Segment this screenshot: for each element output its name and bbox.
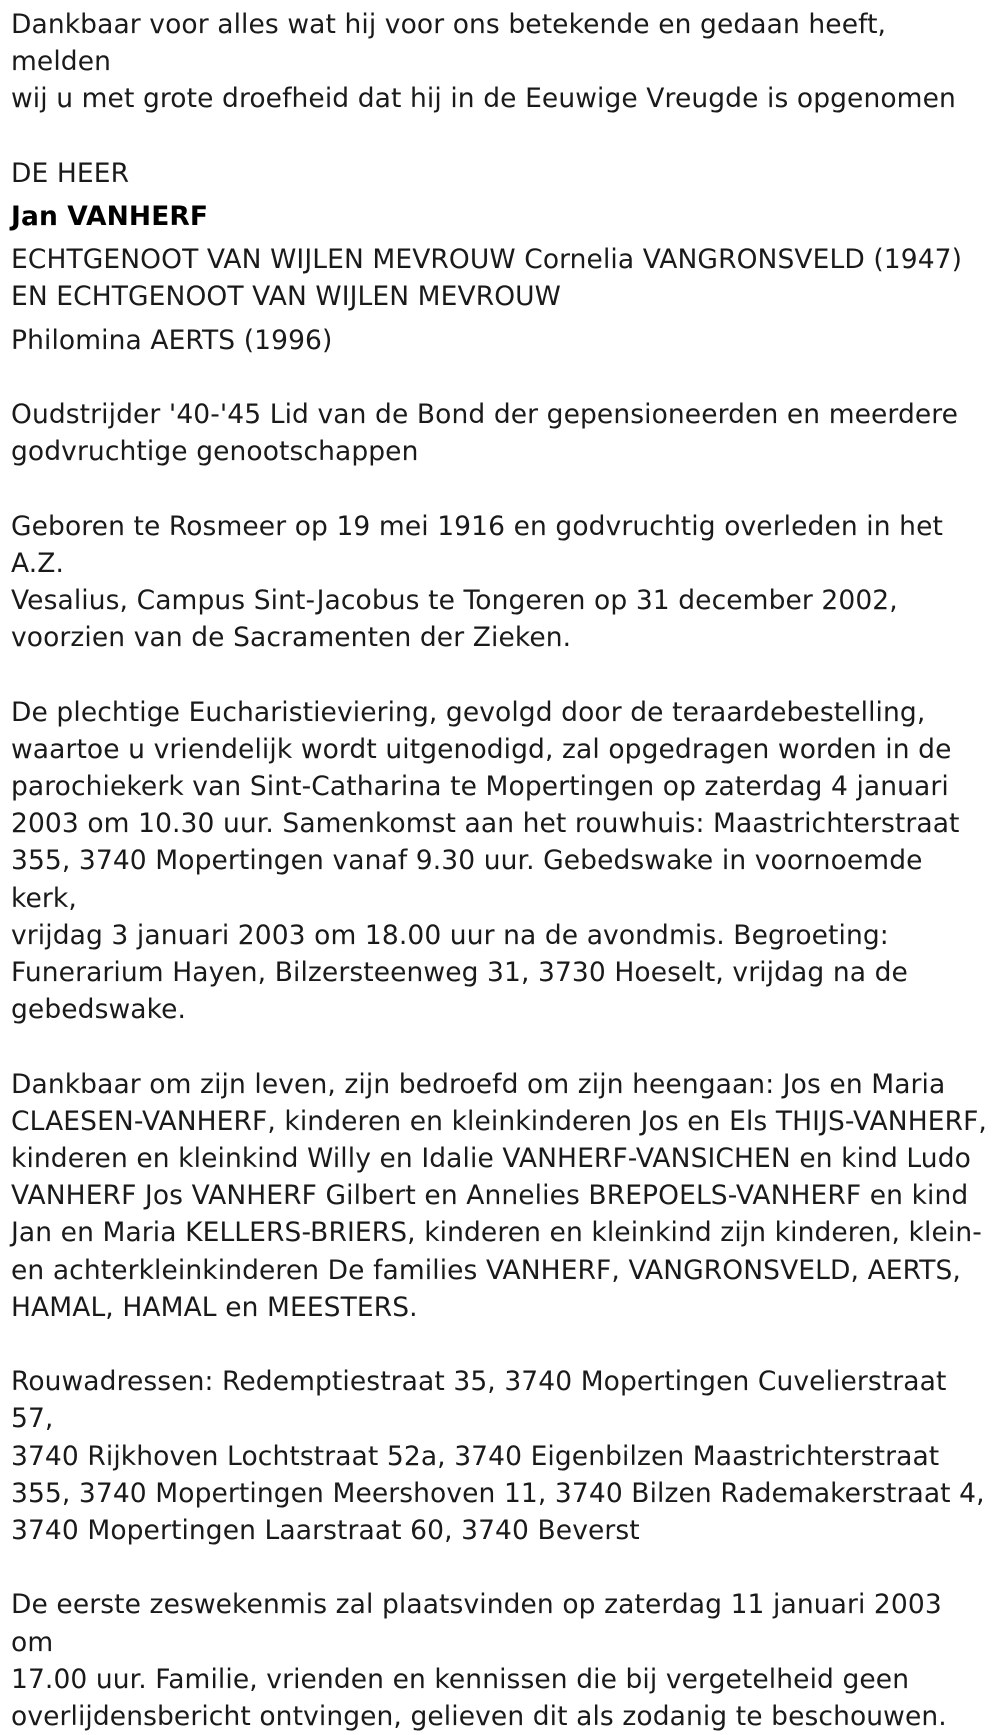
ceremony-paragraph: De plechtige Eucharistieviering, gevolgd door de teraardebestelling, waartoe u vriendelijk wordt uitgenodigd, zal opgedragen worden in de parochiekerk van Sint-Catharina te Mopertingen op zaterdag 4 januari 2003 om 10.30 uur. Samenkomst aan het rouwhuis: Maastrichterstraat 355, 3740 Mopertingen vanaf 9.30 uur. Gebedswake in voornoemde kerk, vrijdag 3 januari 2003 om 18.00 uur na de avondmis. Begroeting: Funerarium Hayen, Bilzersteenweg 31, 3730 Hoeselt, vrijdag na de gebedswake. [11, 696, 960, 1026]
addresses-paragraph: Rouwadressen: Redemptiestraat 35, 3740 Mopertingen Cuvelierstraat 57, 3740 Rijkhoven Lochtstraat 52a, 3740 Eigenbilzen Maastrichterstraat 355, 3740 Mopertingen Meershoven 11, 3740 Bilzen Rademakerstraat 4, 3740 Mopertingen Laarstraat 60, 3740 Beverst [11, 1366, 985, 1547]
spacer [11, 656, 991, 693]
spacer [11, 1028, 991, 1065]
spacer [11, 1549, 991, 1586]
family-paragraph: Dankbaar om zijn leven, zijn bedroefd om zijn heengaan: Jos en Maria CLAESEN-VANHERF, kinderen en kleinkinderen Jos en Els THIJS-VANHERF, kinderen en kleinkind Willy en Idalie VANHERF-VANSICHEN en kind Ludo VANHERF Jos VANHERF Gilbert en Annelies BREPOELS-VANHERF en kind Jan en Maria KELLERS-BRIERS, kinderen en kleinkind zijn kinderen, klein- en achterkleinkinderen De families VANHERF, VANGRONSVELD, AERTS, HAMAL, HAMAL en MEESTERS. [11, 1068, 987, 1323]
spacer [11, 359, 991, 396]
obituary-document [11, 6, 991, 1735]
memberships-paragraph: Oudstrijder '40-'45 Lid van de Bond der gepensioneerden en meerdere godvruchtige genootschappen [11, 399, 959, 468]
title-prefix: DE HEER [11, 157, 130, 189]
birth-death-paragraph: Geboren te Rosmeer op 19 mei 1916 en godvruchtig overleden in het A.Z. Vesalius, Campus Sint-Jacobus te Tongeren op 31 december 2002, voorzien van de Sacramenten der Zieken. [11, 510, 943, 654]
deceased-name: Jan VANHERF [11, 201, 209, 232]
closing-paragraph: De eerste zeswekenmis zal plaatsvinden op zaterdag 11 januari 2003 om 17.00 uur. Familie, vrienden en kennissen die bij vergetelheid geen overlijdensbericht ontvingen, gelieven dit als zodanig te beschouwen. [11, 1589, 947, 1733]
spacer [11, 1326, 991, 1363]
intro-paragraph: Dankbaar voor alles wat hij voor ons betekende en gedaan heeft, melden wij u met grote droefheid dat hij in de Eeuwige Vreugde is opgenomen [11, 9, 956, 115]
spacer [11, 118, 991, 155]
spouses-text: ECHTGENOOT VAN WIJLEN MEVROUW Cornelia VANGRONSVELD (1947) EN ECHTGENOOT VAN WIJLEN MEVROUW [11, 244, 963, 313]
spouses-text-continued: Philomina AERTS (1996) [11, 324, 333, 356]
spacer [11, 470, 991, 507]
